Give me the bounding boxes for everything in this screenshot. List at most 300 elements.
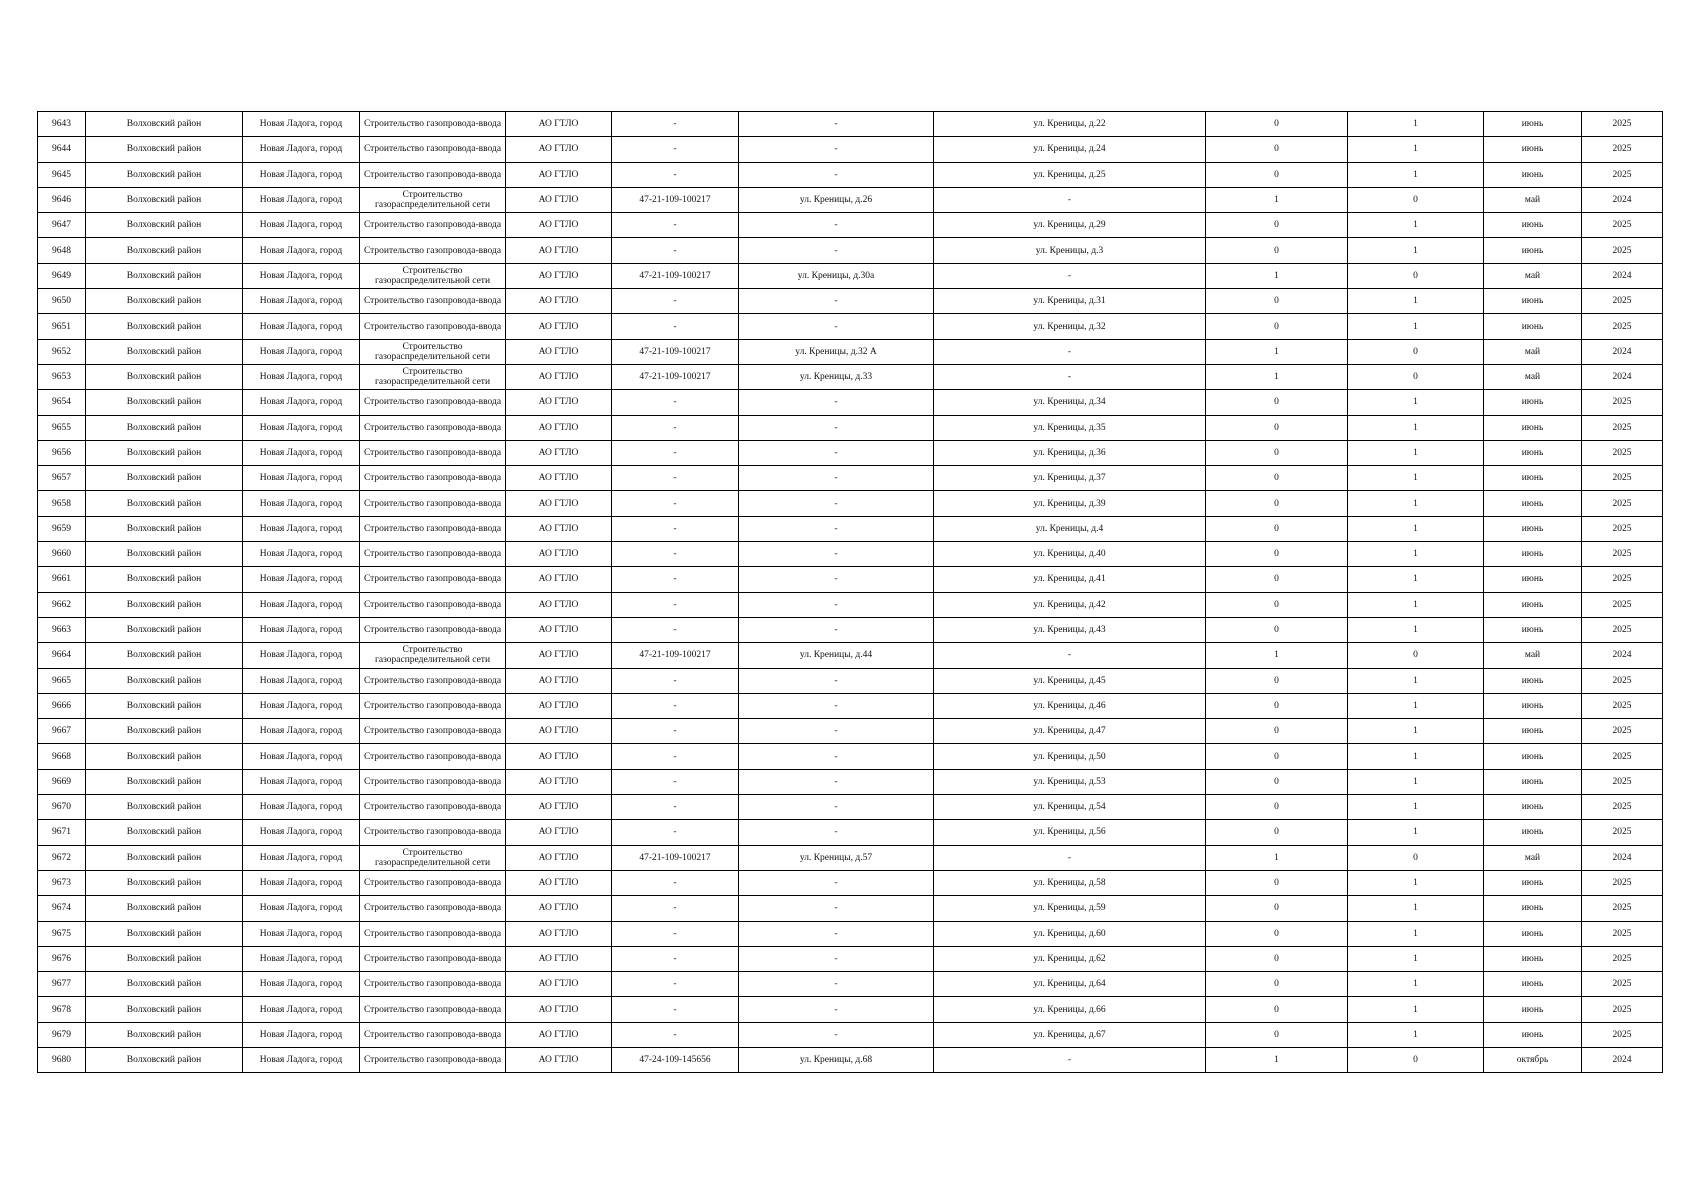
gasification-table <box>37 111 1663 1073</box>
table-row <box>38 870 1663 895</box>
cell-operator: АО ГТЛО <box>506 440 612 465</box>
cell-month: июнь <box>1484 415 1582 440</box>
cell-year: 2025 <box>1582 870 1663 895</box>
cell-work-type: Строительство газопровода-ввода <box>360 972 506 997</box>
cell-row-number: 9672 <box>38 845 86 870</box>
cell-district: Волховский район <box>86 516 243 541</box>
cell-row-number: 9677 <box>38 972 86 997</box>
cell-row-number: 9670 <box>38 795 86 820</box>
cell-input-count: 1 <box>1348 289 1484 314</box>
cell-input-count: 1 <box>1348 870 1484 895</box>
cell-network-address: - <box>739 592 934 617</box>
cell-row-number: 9668 <box>38 744 86 769</box>
table-row <box>38 415 1663 440</box>
cell-input-count: 1 <box>1348 466 1484 491</box>
cell-row-number: 9662 <box>38 592 86 617</box>
cell-network-id: - <box>612 744 739 769</box>
cell-work-type: Строительство газопровода-ввода <box>360 112 506 137</box>
cell-settlement: Новая Ладога, город <box>243 643 360 668</box>
cell-district: Волховский район <box>86 263 243 288</box>
cell-network-id: - <box>612 921 739 946</box>
cell-district: Волховский район <box>86 592 243 617</box>
cell-input-address: ул. Креницы, д.25 <box>934 162 1206 187</box>
cell-input-count: 1 <box>1348 213 1484 238</box>
cell-network-count: 0 <box>1206 820 1348 845</box>
cell-settlement: Новая Ладога, город <box>243 921 360 946</box>
cell-settlement: Новая Ладога, город <box>243 390 360 415</box>
cell-network-count: 0 <box>1206 542 1348 567</box>
cell-year: 2025 <box>1582 238 1663 263</box>
cell-input-count: 1 <box>1348 997 1484 1022</box>
cell-month: июнь <box>1484 972 1582 997</box>
cell-row-number: 9680 <box>38 1047 86 1072</box>
cell-row-number: 9657 <box>38 466 86 491</box>
cell-input-count: 1 <box>1348 516 1484 541</box>
cell-row-number: 9658 <box>38 491 86 516</box>
cell-network-id: - <box>612 820 739 845</box>
cell-year: 2025 <box>1582 491 1663 516</box>
cell-input-count: 1 <box>1348 896 1484 921</box>
cell-district: Волховский район <box>86 187 243 212</box>
cell-month: июнь <box>1484 491 1582 516</box>
cell-district: Волховский район <box>86 364 243 389</box>
cell-network-count: 0 <box>1206 719 1348 744</box>
cell-district: Волховский район <box>86 542 243 567</box>
cell-month: июнь <box>1484 542 1582 567</box>
cell-work-type: Строительство газопровода-ввода <box>360 466 506 491</box>
cell-input-count: 1 <box>1348 162 1484 187</box>
table-row <box>38 263 1663 288</box>
cell-operator: АО ГТЛО <box>506 339 612 364</box>
cell-input-address: ул. Креницы, д.45 <box>934 668 1206 693</box>
cell-settlement: Новая Ладога, город <box>243 314 360 339</box>
cell-network-count: 0 <box>1206 997 1348 1022</box>
cell-input-count: 0 <box>1348 845 1484 870</box>
cell-network-address: - <box>739 213 934 238</box>
cell-network-id: - <box>612 795 739 820</box>
cell-input-count: 1 <box>1348 617 1484 642</box>
cell-operator: АО ГТЛО <box>506 820 612 845</box>
cell-district: Волховский район <box>86 466 243 491</box>
cell-year: 2024 <box>1582 1047 1663 1072</box>
cell-settlement: Новая Ладога, город <box>243 289 360 314</box>
cell-district: Волховский район <box>86 415 243 440</box>
cell-network-address: ул. Креницы, д.57 <box>739 845 934 870</box>
cell-district: Волховский район <box>86 491 243 516</box>
cell-input-address: ул. Креницы, д.22 <box>934 112 1206 137</box>
cell-year: 2024 <box>1582 187 1663 212</box>
cell-network-address: ул. Креницы, д.30а <box>739 263 934 288</box>
cell-year: 2025 <box>1582 997 1663 1022</box>
cell-year: 2025 <box>1582 744 1663 769</box>
cell-input-count: 1 <box>1348 440 1484 465</box>
cell-network-address: - <box>739 491 934 516</box>
cell-network-id: - <box>612 946 739 971</box>
cell-month: июнь <box>1484 567 1582 592</box>
cell-work-type: Строительство газопровода-ввода <box>360 592 506 617</box>
cell-work-type: Строительство газопровода-ввода <box>360 289 506 314</box>
cell-network-address: ул. Креницы, д.68 <box>739 1047 934 1072</box>
cell-network-address: - <box>739 693 934 718</box>
cell-input-count: 0 <box>1348 263 1484 288</box>
cell-month: июнь <box>1484 440 1582 465</box>
cell-input-address: ул. Креницы, д.4 <box>934 516 1206 541</box>
cell-month: июнь <box>1484 238 1582 263</box>
cell-network-id: - <box>612 415 739 440</box>
cell-work-type: Строительство газопровода-ввода <box>360 870 506 895</box>
cell-network-count: 0 <box>1206 415 1348 440</box>
cell-district: Волховский район <box>86 162 243 187</box>
cell-operator: АО ГТЛО <box>506 415 612 440</box>
table-row <box>38 592 1663 617</box>
cell-network-count: 1 <box>1206 339 1348 364</box>
cell-network-id: - <box>612 542 739 567</box>
cell-operator: АО ГТЛО <box>506 744 612 769</box>
table-row <box>38 314 1663 339</box>
cell-year: 2025 <box>1582 542 1663 567</box>
cell-network-address: ул. Креницы, д.44 <box>739 643 934 668</box>
cell-input-count: 1 <box>1348 820 1484 845</box>
cell-network-id: - <box>612 693 739 718</box>
cell-network-count: 0 <box>1206 466 1348 491</box>
cell-work-type: Строительство газораспределительной сети <box>360 187 506 212</box>
cell-input-count: 1 <box>1348 415 1484 440</box>
cell-input-count: 1 <box>1348 491 1484 516</box>
table-row <box>38 364 1663 389</box>
cell-month: май <box>1484 263 1582 288</box>
cell-operator: АО ГТЛО <box>506 137 612 162</box>
cell-row-number: 9663 <box>38 617 86 642</box>
cell-year: 2025 <box>1582 820 1663 845</box>
cell-input-count: 1 <box>1348 567 1484 592</box>
cell-network-id: - <box>612 213 739 238</box>
cell-month: июнь <box>1484 820 1582 845</box>
cell-network-address: - <box>739 238 934 263</box>
cell-network-id: - <box>612 466 739 491</box>
cell-network-count: 0 <box>1206 213 1348 238</box>
cell-network-id: 47-21-109-100217 <box>612 364 739 389</box>
cell-network-address: - <box>739 567 934 592</box>
cell-input-address: ул. Креницы, д.66 <box>934 997 1206 1022</box>
cell-network-count: 1 <box>1206 364 1348 389</box>
cell-network-count: 0 <box>1206 314 1348 339</box>
table-row <box>38 719 1663 744</box>
table-row <box>38 1047 1663 1072</box>
cell-row-number: 9669 <box>38 769 86 794</box>
cell-settlement: Новая Ладога, город <box>243 693 360 718</box>
cell-input-address: ул. Креницы, д.67 <box>934 1022 1206 1047</box>
cell-network-id: - <box>612 719 739 744</box>
cell-input-address: ул. Креницы, д.36 <box>934 440 1206 465</box>
cell-work-type: Строительство газопровода-ввода <box>360 719 506 744</box>
cell-work-type: Строительство газопровода-ввода <box>360 415 506 440</box>
cell-month: июнь <box>1484 719 1582 744</box>
table-row <box>38 491 1663 516</box>
cell-year: 2025 <box>1582 112 1663 137</box>
table-row <box>38 972 1663 997</box>
cell-work-type: Строительство газопровода-ввода <box>360 744 506 769</box>
cell-row-number: 9660 <box>38 542 86 567</box>
cell-network-address: - <box>739 314 934 339</box>
cell-district: Волховский район <box>86 137 243 162</box>
cell-network-count: 0 <box>1206 491 1348 516</box>
cell-work-type: Строительство газопровода-ввода <box>360 617 506 642</box>
cell-input-count: 1 <box>1348 238 1484 263</box>
cell-month: июнь <box>1484 390 1582 415</box>
cell-settlement: Новая Ладога, город <box>243 162 360 187</box>
cell-settlement: Новая Ладога, город <box>243 946 360 971</box>
cell-network-address: - <box>739 946 934 971</box>
cell-operator: АО ГТЛО <box>506 516 612 541</box>
cell-settlement: Новая Ладога, город <box>243 795 360 820</box>
cell-district: Волховский район <box>86 820 243 845</box>
cell-network-id: - <box>612 1022 739 1047</box>
cell-operator: АО ГТЛО <box>506 542 612 567</box>
cell-input-address: ул. Креницы, д.53 <box>934 769 1206 794</box>
cell-year: 2025 <box>1582 162 1663 187</box>
cell-network-address: - <box>739 719 934 744</box>
cell-month: июнь <box>1484 1022 1582 1047</box>
cell-year: 2025 <box>1582 921 1663 946</box>
cell-month: июнь <box>1484 314 1582 339</box>
cell-district: Волховский район <box>86 314 243 339</box>
cell-operator: АО ГТЛО <box>506 213 612 238</box>
cell-year: 2025 <box>1582 592 1663 617</box>
cell-district: Волховский район <box>86 1047 243 1072</box>
cell-input-count: 1 <box>1348 1022 1484 1047</box>
cell-work-type: Строительство газопровода-ввода <box>360 795 506 820</box>
cell-input-address: ул. Креницы, д.43 <box>934 617 1206 642</box>
cell-input-address: - <box>934 845 1206 870</box>
cell-network-id: 47-21-109-100217 <box>612 339 739 364</box>
cell-input-address: ул. Креницы, д.56 <box>934 820 1206 845</box>
cell-network-count: 0 <box>1206 289 1348 314</box>
cell-input-address: ул. Креницы, д.41 <box>934 567 1206 592</box>
cell-network-id: - <box>612 289 739 314</box>
cell-settlement: Новая Ладога, город <box>243 364 360 389</box>
cell-network-id: 47-21-109-100217 <box>612 643 739 668</box>
cell-network-id: - <box>612 112 739 137</box>
table-row <box>38 339 1663 364</box>
cell-settlement: Новая Ладога, город <box>243 516 360 541</box>
cell-year: 2025 <box>1582 516 1663 541</box>
cell-input-address: - <box>934 643 1206 668</box>
cell-row-number: 9649 <box>38 263 86 288</box>
cell-operator: АО ГТЛО <box>506 997 612 1022</box>
cell-input-address: ул. Креницы, д.34 <box>934 390 1206 415</box>
cell-district: Волховский район <box>86 870 243 895</box>
cell-network-count: 1 <box>1206 263 1348 288</box>
cell-input-count: 0 <box>1348 1047 1484 1072</box>
cell-settlement: Новая Ладога, город <box>243 542 360 567</box>
cell-network-address: - <box>739 516 934 541</box>
cell-network-count: 0 <box>1206 744 1348 769</box>
cell-year: 2024 <box>1582 643 1663 668</box>
cell-input-address: - <box>934 1047 1206 1072</box>
cell-operator: АО ГТЛО <box>506 617 612 642</box>
cell-network-id: - <box>612 567 739 592</box>
cell-row-number: 9654 <box>38 390 86 415</box>
cell-district: Волховский район <box>86 719 243 744</box>
cell-input-address: ул. Креницы, д.32 <box>934 314 1206 339</box>
cell-input-count: 0 <box>1348 643 1484 668</box>
cell-district: Волховский район <box>86 896 243 921</box>
cell-work-type: Строительство газораспределительной сети <box>360 263 506 288</box>
cell-month: июнь <box>1484 896 1582 921</box>
cell-operator: АО ГТЛО <box>506 162 612 187</box>
cell-network-id: - <box>612 137 739 162</box>
cell-network-id: - <box>612 238 739 263</box>
cell-input-address: ул. Креницы, д.54 <box>934 795 1206 820</box>
cell-row-number: 9666 <box>38 693 86 718</box>
cell-network-id: - <box>612 162 739 187</box>
cell-network-id: - <box>612 314 739 339</box>
cell-operator: АО ГТЛО <box>506 769 612 794</box>
cell-district: Волховский район <box>86 289 243 314</box>
cell-district: Волховский район <box>86 1022 243 1047</box>
cell-network-address: ул. Креницы, д.26 <box>739 187 934 212</box>
cell-network-count: 0 <box>1206 972 1348 997</box>
cell-input-address: ул. Креницы, д.37 <box>934 466 1206 491</box>
cell-year: 2025 <box>1582 946 1663 971</box>
cell-input-address: ул. Креницы, д.31 <box>934 289 1206 314</box>
cell-work-type: Строительство газопровода-ввода <box>360 946 506 971</box>
table-row <box>38 1022 1663 1047</box>
cell-input-address: ул. Креницы, д.60 <box>934 921 1206 946</box>
cell-work-type: Строительство газопровода-ввода <box>360 896 506 921</box>
document-page <box>37 111 1662 1073</box>
cell-district: Волховский район <box>86 390 243 415</box>
cell-operator: АО ГТЛО <box>506 946 612 971</box>
cell-work-type: Строительство газопровода-ввода <box>360 567 506 592</box>
cell-network-count: 0 <box>1206 693 1348 718</box>
cell-month: июнь <box>1484 137 1582 162</box>
cell-row-number: 9675 <box>38 921 86 946</box>
cell-operator: АО ГТЛО <box>506 263 612 288</box>
cell-district: Волховский район <box>86 972 243 997</box>
cell-network-address: - <box>739 668 934 693</box>
cell-year: 2025 <box>1582 769 1663 794</box>
cell-network-address: - <box>739 820 934 845</box>
cell-month: май <box>1484 364 1582 389</box>
cell-district: Волховский район <box>86 617 243 642</box>
cell-network-address: - <box>739 542 934 567</box>
cell-input-address: - <box>934 339 1206 364</box>
cell-row-number: 9656 <box>38 440 86 465</box>
table-row <box>38 516 1663 541</box>
table-row <box>38 617 1663 642</box>
cell-district: Волховский район <box>86 213 243 238</box>
cell-month: июнь <box>1484 289 1582 314</box>
cell-district: Волховский район <box>86 795 243 820</box>
cell-year: 2025 <box>1582 213 1663 238</box>
table-row <box>38 137 1663 162</box>
cell-district: Волховский район <box>86 112 243 137</box>
cell-row-number: 9651 <box>38 314 86 339</box>
cell-operator: АО ГТЛО <box>506 466 612 491</box>
cell-network-address: - <box>739 289 934 314</box>
cell-month: июнь <box>1484 162 1582 187</box>
cell-input-address: ул. Креницы, д.42 <box>934 592 1206 617</box>
cell-year: 2025 <box>1582 137 1663 162</box>
cell-operator: АО ГТЛО <box>506 390 612 415</box>
cell-district: Волховский район <box>86 668 243 693</box>
cell-input-count: 1 <box>1348 693 1484 718</box>
cell-year: 2025 <box>1582 466 1663 491</box>
cell-network-id: - <box>612 617 739 642</box>
cell-operator: АО ГТЛО <box>506 364 612 389</box>
cell-work-type: Строительство газопровода-ввода <box>360 997 506 1022</box>
cell-network-count: 0 <box>1206 162 1348 187</box>
cell-input-address: ул. Креницы, д.46 <box>934 693 1206 718</box>
cell-network-count: 0 <box>1206 112 1348 137</box>
cell-settlement: Новая Ладога, город <box>243 744 360 769</box>
cell-work-type: Строительство газораспределительной сети <box>360 643 506 668</box>
cell-work-type: Строительство газопровода-ввода <box>360 542 506 567</box>
cell-network-address: - <box>739 1022 934 1047</box>
table-row <box>38 390 1663 415</box>
cell-network-id: 47-21-109-100217 <box>612 263 739 288</box>
cell-settlement: Новая Ладога, город <box>243 440 360 465</box>
cell-row-number: 9667 <box>38 719 86 744</box>
cell-input-address: ул. Креницы, д.59 <box>934 896 1206 921</box>
cell-year: 2025 <box>1582 289 1663 314</box>
cell-work-type: Строительство газопровода-ввода <box>360 137 506 162</box>
cell-operator: АО ГТЛО <box>506 567 612 592</box>
cell-month: июнь <box>1484 744 1582 769</box>
cell-settlement: Новая Ладога, город <box>243 415 360 440</box>
cell-network-id: - <box>612 997 739 1022</box>
cell-year: 2025 <box>1582 567 1663 592</box>
cell-work-type: Строительство газопровода-ввода <box>360 314 506 339</box>
table-row <box>38 997 1663 1022</box>
cell-row-number: 9644 <box>38 137 86 162</box>
cell-operator: АО ГТЛО <box>506 845 612 870</box>
cell-settlement: Новая Ладога, город <box>243 187 360 212</box>
table-row <box>38 238 1663 263</box>
cell-settlement: Новая Ладога, город <box>243 137 360 162</box>
cell-network-count: 1 <box>1206 643 1348 668</box>
cell-year: 2025 <box>1582 972 1663 997</box>
cell-operator: АО ГТЛО <box>506 972 612 997</box>
cell-year: 2025 <box>1582 668 1663 693</box>
cell-network-count: 0 <box>1206 238 1348 263</box>
table-row <box>38 289 1663 314</box>
cell-input-address: ул. Креницы, д.3 <box>934 238 1206 263</box>
cell-row-number: 9643 <box>38 112 86 137</box>
cell-input-count: 1 <box>1348 744 1484 769</box>
cell-work-type: Строительство газопровода-ввода <box>360 440 506 465</box>
table-row <box>38 187 1663 212</box>
cell-operator: АО ГТЛО <box>506 668 612 693</box>
cell-input-address: ул. Креницы, д.58 <box>934 870 1206 895</box>
cell-network-address: - <box>739 112 934 137</box>
cell-row-number: 9664 <box>38 643 86 668</box>
table-row <box>38 845 1663 870</box>
cell-district: Волховский район <box>86 339 243 364</box>
cell-network-address: - <box>739 997 934 1022</box>
cell-month: июнь <box>1484 870 1582 895</box>
cell-row-number: 9673 <box>38 870 86 895</box>
cell-district: Волховский район <box>86 238 243 263</box>
cell-operator: АО ГТЛО <box>506 238 612 263</box>
cell-network-address: - <box>739 795 934 820</box>
cell-row-number: 9648 <box>38 238 86 263</box>
cell-month: май <box>1484 643 1582 668</box>
table-row <box>38 820 1663 845</box>
cell-network-address: - <box>739 440 934 465</box>
cell-row-number: 9671 <box>38 820 86 845</box>
